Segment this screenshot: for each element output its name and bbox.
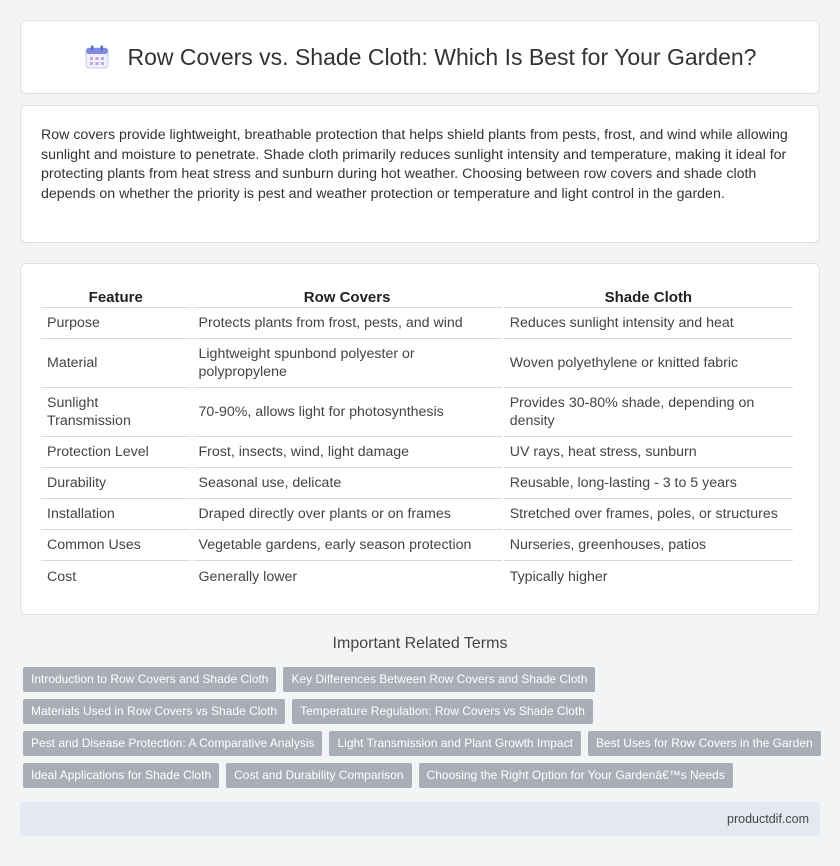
row-covers-cell: Lightweight spunbond polyester or polypropylene bbox=[193, 339, 502, 388]
row-covers-cell: Vegetable gardens, early season protection bbox=[193, 530, 502, 561]
table-row bbox=[41, 499, 793, 530]
related-term-tag[interactable]: Light Transmission and Plant Growth Impact bbox=[329, 731, 580, 756]
feature-cell: Protection Level bbox=[41, 437, 191, 468]
header-row-covers: Row Covers bbox=[193, 286, 502, 308]
intro-paragraph: Row covers provide lightweight, breathable protection that helps shield plants from pests, frost, and wind while allowing sunlight and moisture to penetrate. Shade cloth primarily reduces sunlight intensity and temperature, making it ideal for protecting plants from heat stress and sunburn during hot weather. Choosing between row covers and shade cloth depends on whether the priority is pest and weather protection or temperature and light control in the garden. bbox=[41, 127, 788, 202]
feature-cell: Sunlight Transmission bbox=[41, 388, 191, 437]
shade-cloth-cell: Reduces sunlight intensity and heat bbox=[504, 308, 793, 339]
comparison-table bbox=[39, 286, 795, 592]
feature-cell: Durability bbox=[41, 468, 191, 499]
row-covers-cell: Generally lower bbox=[198, 568, 298, 585]
related-term-tag[interactable]: Temperature Regulation: Row Covers vs Shade Cloth bbox=[292, 699, 593, 724]
table-header-row bbox=[41, 286, 793, 308]
shade-cloth-cell: UV rays, heat stress, sunburn bbox=[504, 437, 793, 468]
table-row bbox=[41, 561, 793, 592]
feature-cell: Common Uses bbox=[41, 530, 191, 561]
related-terms-tags bbox=[23, 667, 823, 795]
row-covers-cell: Draped directly over plants or on frames bbox=[193, 499, 502, 530]
related-term-tag[interactable]: Key Differences Between Row Covers and Shade Cloth bbox=[283, 667, 595, 692]
shade-cloth-cell: Stretched over frames, poles, or structures bbox=[504, 499, 793, 530]
table-row bbox=[41, 388, 793, 437]
related-term-tag[interactable]: Pest and Disease Protection: A Comparative Analysis bbox=[23, 731, 322, 756]
tag-row bbox=[23, 731, 823, 756]
related-term-tag[interactable]: Choosing the Right Option for Your Gardenâ€™s Needs bbox=[419, 763, 733, 788]
tag-row bbox=[23, 763, 823, 788]
title-wrap bbox=[84, 44, 757, 71]
tag-row bbox=[23, 699, 823, 724]
table-row bbox=[41, 339, 793, 388]
row-covers-cell: Seasonal use, delicate bbox=[193, 468, 502, 499]
feature-cell: Purpose bbox=[41, 308, 191, 339]
shade-cloth-cell: Nurseries, greenhouses, patios bbox=[504, 530, 793, 561]
footer-source[interactable]: productdif.com bbox=[727, 812, 809, 826]
feature-cell: Cost bbox=[47, 568, 77, 585]
page-title: Row Covers vs. Shade Cloth: Which Is Best for Your Garden? bbox=[127, 43, 757, 70]
calendar-icon bbox=[84, 44, 110, 70]
feature-cell: Material bbox=[41, 339, 191, 388]
related-term-tag[interactable]: Materials Used in Row Covers vs Shade Cloth bbox=[23, 699, 285, 724]
footer bbox=[20, 802, 820, 836]
related-term-tag[interactable]: Cost and Durability Comparison bbox=[226, 763, 411, 788]
header-card bbox=[20, 20, 820, 94]
row-covers-cell: Protects plants from frost, pests, and wind bbox=[193, 308, 502, 339]
header-shade-cloth: Shade Cloth bbox=[504, 286, 793, 308]
shade-cloth-cell: Typically higher bbox=[509, 568, 608, 585]
intro-card bbox=[20, 105, 820, 243]
tag-row bbox=[23, 667, 823, 692]
feature-cell: Installation bbox=[41, 499, 191, 530]
shade-cloth-cell: Provides 30-80% shade, depending on density bbox=[504, 388, 793, 437]
related-term-tag[interactable]: Best Uses for Row Covers in the Garden bbox=[588, 731, 821, 756]
shade-cloth-cell: Woven polyethylene or knitted fabric bbox=[504, 339, 793, 388]
comparison-table-card bbox=[20, 263, 820, 615]
related-term-tag[interactable]: Ideal Applications for Shade Cloth bbox=[23, 763, 219, 788]
table-row bbox=[41, 530, 793, 561]
table-row bbox=[41, 468, 793, 499]
table-row bbox=[41, 308, 793, 339]
related-term-tag[interactable]: Introduction to Row Covers and Shade Cloth bbox=[23, 667, 276, 692]
row-covers-cell: Frost, insects, wind, light damage bbox=[193, 437, 502, 468]
row-covers-cell: 70-90%, allows light for photosynthesis bbox=[193, 388, 502, 437]
header-feature: Feature bbox=[41, 286, 191, 308]
related-terms-title: Important Related Terms bbox=[332, 635, 508, 652]
table-row bbox=[41, 437, 793, 468]
shade-cloth-cell: Reusable, long-lasting - 3 to 5 years bbox=[504, 468, 793, 499]
